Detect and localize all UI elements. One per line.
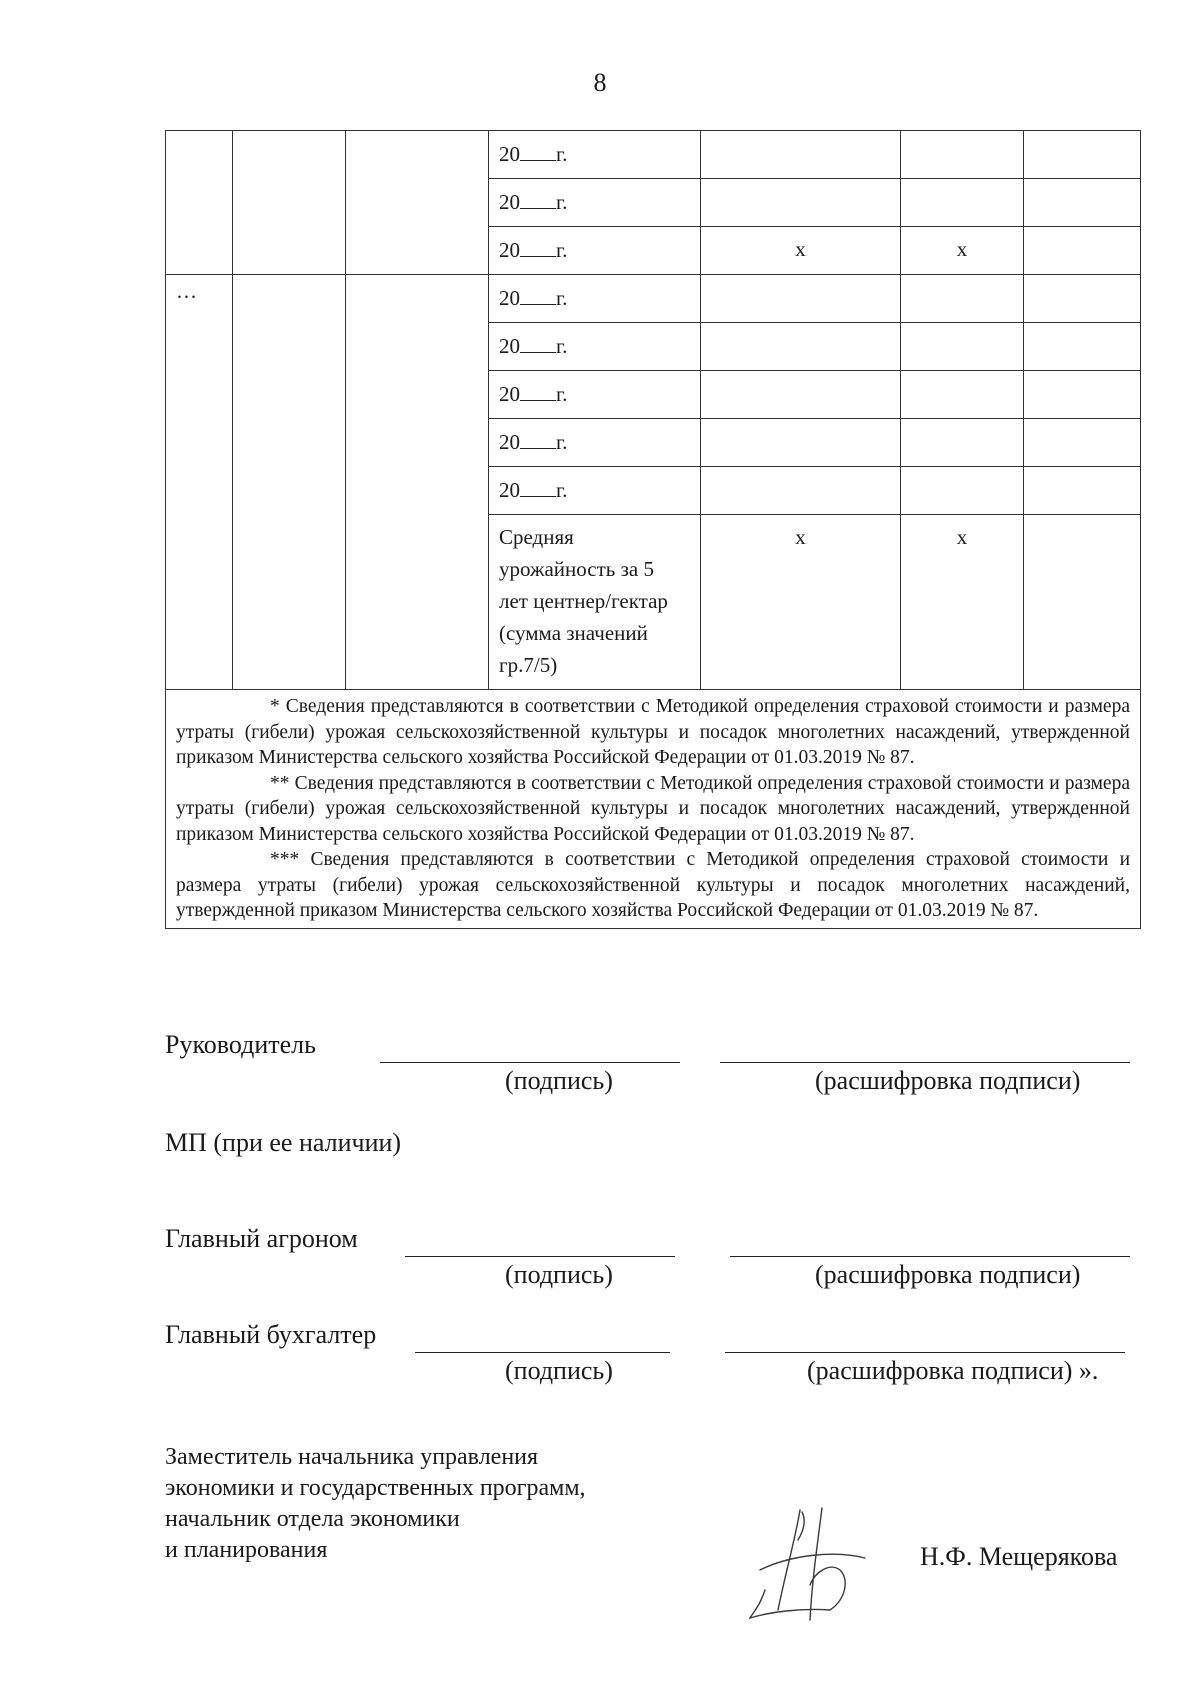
signature-row-accountant (165, 1320, 1145, 1385)
cell-area (346, 131, 489, 275)
x-mark: х (901, 515, 1024, 690)
decoding-line (720, 1062, 1130, 1063)
yield-table (165, 130, 1141, 929)
signature-line (380, 1062, 680, 1063)
decoding-caption: (расшифровка подписи) (815, 1066, 1081, 1095)
year-cell: 20 г. (489, 227, 701, 275)
cell-number-ellipsis: … (166, 275, 233, 690)
signature-caption: (подпись) (505, 1260, 613, 1289)
decoding-line (725, 1352, 1125, 1353)
x-mark: х (901, 227, 1024, 275)
year-cell: 20 г. (489, 275, 701, 323)
footnote-2: ** Сведения представляются в соответствии с Методикой определения страховой стоимости и размера утраты (гибели) урожая сельскохозяйственной культуры и посадок многолетних насаждений, утвержденной приказом Министерства сельского хозяйства Российской Федерации от 01.03.2019 № 87. (176, 772, 1130, 845)
notes-row (166, 690, 1141, 929)
decoding-caption-final: (расшифровка подписи) ». (807, 1356, 1099, 1385)
stamp-row (165, 1128, 1145, 1168)
year-cell: 20 г. (489, 419, 701, 467)
accountant-label: Главный бухгалтер (165, 1320, 377, 1349)
x-mark: х (701, 227, 901, 275)
signature-caption: (подпись) (505, 1066, 613, 1095)
notes-cell (166, 690, 1141, 929)
signature-row-agronomist (165, 1224, 1145, 1289)
cell-crop (233, 131, 346, 275)
year-cell: 20 г. (489, 371, 701, 419)
decoding-caption: (расшифровка подписи) (815, 1260, 1081, 1289)
handwritten-signature (740, 1500, 890, 1630)
signature-caption: (подпись) (505, 1356, 613, 1385)
cell-crop (233, 275, 346, 690)
signature-line (415, 1352, 670, 1353)
signature-line (405, 1256, 675, 1257)
cell-number (166, 131, 233, 275)
decoding-line (730, 1256, 1130, 1257)
footnote-1: * Сведения представляются в соответствии с Методикой определения страховой стоимости и размера утраты (гибели) урожая сельскохозяйственной культуры и посадок многолетних насаждений, утвержденной приказом Министерства сельского хозяйства Российской Федерации от 01.03.2019 № 87. (176, 696, 1130, 768)
page-number: 8 (593, 68, 607, 97)
footnote-3: *** Сведения представляются в соответствии с Методикой определения страховой стоимости и размера утраты (гибели) урожая сельскохозяйственной культуры и посадок многолетних насаждений, утвержденной приказом Министерства сельского хозяйства Российской Федерации от 01.03.2019 № 87. (176, 849, 1130, 921)
year-cell: 20 г. (489, 323, 701, 371)
official-position: Заместитель начальника управления экономики и государственных программ, начальник отдела экономики и планирования (165, 1444, 586, 1563)
year-cell: 20 г. (489, 179, 701, 227)
average-yield-label: Средняя урожайность за 5 лет центнер/гектар (сумма значений гр.7/5) (489, 515, 701, 690)
head-label: Руководитель (165, 1030, 316, 1059)
cell-area (346, 275, 489, 690)
stamp-label: МП (при ее наличии) (165, 1128, 402, 1157)
agronomist-label: Главный агроном (165, 1224, 358, 1253)
x-mark: х (701, 515, 901, 690)
signature-row-head (165, 1030, 1145, 1095)
year-cell: 20 г. (489, 131, 701, 179)
official-name: Н.Ф. Мещерякова (920, 1542, 1118, 1571)
table-row (166, 131, 1141, 179)
year-cell: 20 г. (489, 467, 701, 515)
table-row (166, 275, 1141, 323)
